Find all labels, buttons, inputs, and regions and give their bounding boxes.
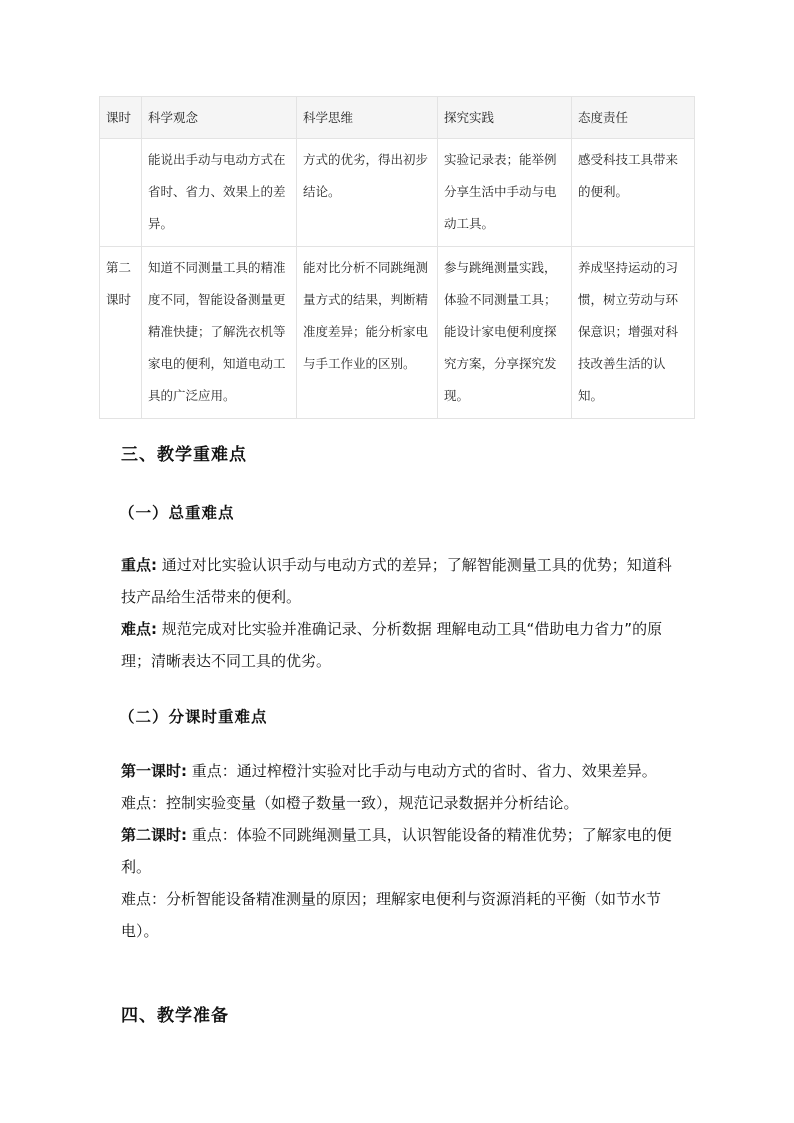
cell-lesson: 第二课时 xyxy=(100,247,142,419)
cell-attitude: 养成坚持运动的习惯，树立劳动与环保意识；增强对科技改善生活的认知。 xyxy=(572,247,695,419)
diff-label: 难点: xyxy=(121,620,157,638)
lesson2-key-paragraph xyxy=(121,819,681,883)
cell-practice: 参与跳绳测量实践，体验不同测量工具；能设计家电便利度探究方案，分享探究发现。 xyxy=(438,247,572,419)
overall-key-points xyxy=(121,549,681,677)
header-attitude: 态度责任 xyxy=(572,97,695,139)
cell-concept: 知道不同测量工具的精准度不同，智能设备测量更精准快捷；了解洗衣机等家电的便利，知道电动工具的广泛应用。 xyxy=(142,247,297,419)
table-header-row xyxy=(100,97,695,139)
sub1-heading: （一）总重难点 xyxy=(119,504,235,522)
cell-attitude: 感受科技工具带来的便利。 xyxy=(572,139,695,247)
lesson2-diff: 难点：分析智能设备精准测量的原因；理解家电便利与资源消耗的平衡（如节水节电）。 xyxy=(121,890,662,940)
cell-thinking: 方式的优劣，得出初步结论。 xyxy=(297,139,438,247)
lesson1-label: 第一课时: xyxy=(121,762,187,780)
lesson1-key-paragraph xyxy=(121,755,681,787)
lesson2-label: 第二课时: xyxy=(121,826,187,844)
header-thinking: 科学思维 xyxy=(297,97,438,139)
lesson-key-points xyxy=(121,755,681,947)
lesson2-key: 重点：体验不同跳绳测量工具，认识智能设备的精准优势；了解家电的便利。 xyxy=(121,826,672,876)
header-concept: 科学观念 xyxy=(142,97,297,139)
diff-text: 规范完成对比实验并准确记录、分析数据 理解电动工具“借助电力省力”的原理；清晰表达不同工具的优劣。 xyxy=(121,620,663,670)
key-point-paragraph xyxy=(121,549,681,613)
difficulty-paragraph xyxy=(121,613,681,677)
section3-heading: 三、教学重难点 xyxy=(121,445,247,465)
key-text: 通过对比实验认识手动与电动方式的差异；了解智能测量工具的优势；知道科技产品给生活带来的便利。 xyxy=(121,556,672,606)
section4-heading: 四、教学准备 xyxy=(121,1006,229,1026)
lesson1-diff: 难点：控制实验变量（如橙子数量一致），规范记录数据并分析结论。 xyxy=(121,794,579,812)
sub2-heading: （二）分课时重难点 xyxy=(119,708,268,726)
table-row xyxy=(100,247,695,419)
objectives-table xyxy=(99,96,695,419)
cell-practice: 实验记录表；能举例分享生活中手动与电动工具。 xyxy=(438,139,572,247)
table-row xyxy=(100,139,695,247)
cell-lesson xyxy=(100,139,142,247)
header-lesson: 课时 xyxy=(100,97,142,139)
cell-concept: 能说出手动与电动方式在省时、省力、效果上的差异。 xyxy=(142,139,297,247)
header-practice: 探究实践 xyxy=(438,97,572,139)
lesson1-key: 重点：通过榨橙汁实验对比手动与电动方式的省时、省力、效果差异。 xyxy=(187,762,657,780)
key-label: 重点: xyxy=(121,556,157,574)
cell-thinking: 能对比分析不同跳绳测量方式的结果，判断精准度差异；能分析家电与手工作业的区别。 xyxy=(297,247,438,419)
